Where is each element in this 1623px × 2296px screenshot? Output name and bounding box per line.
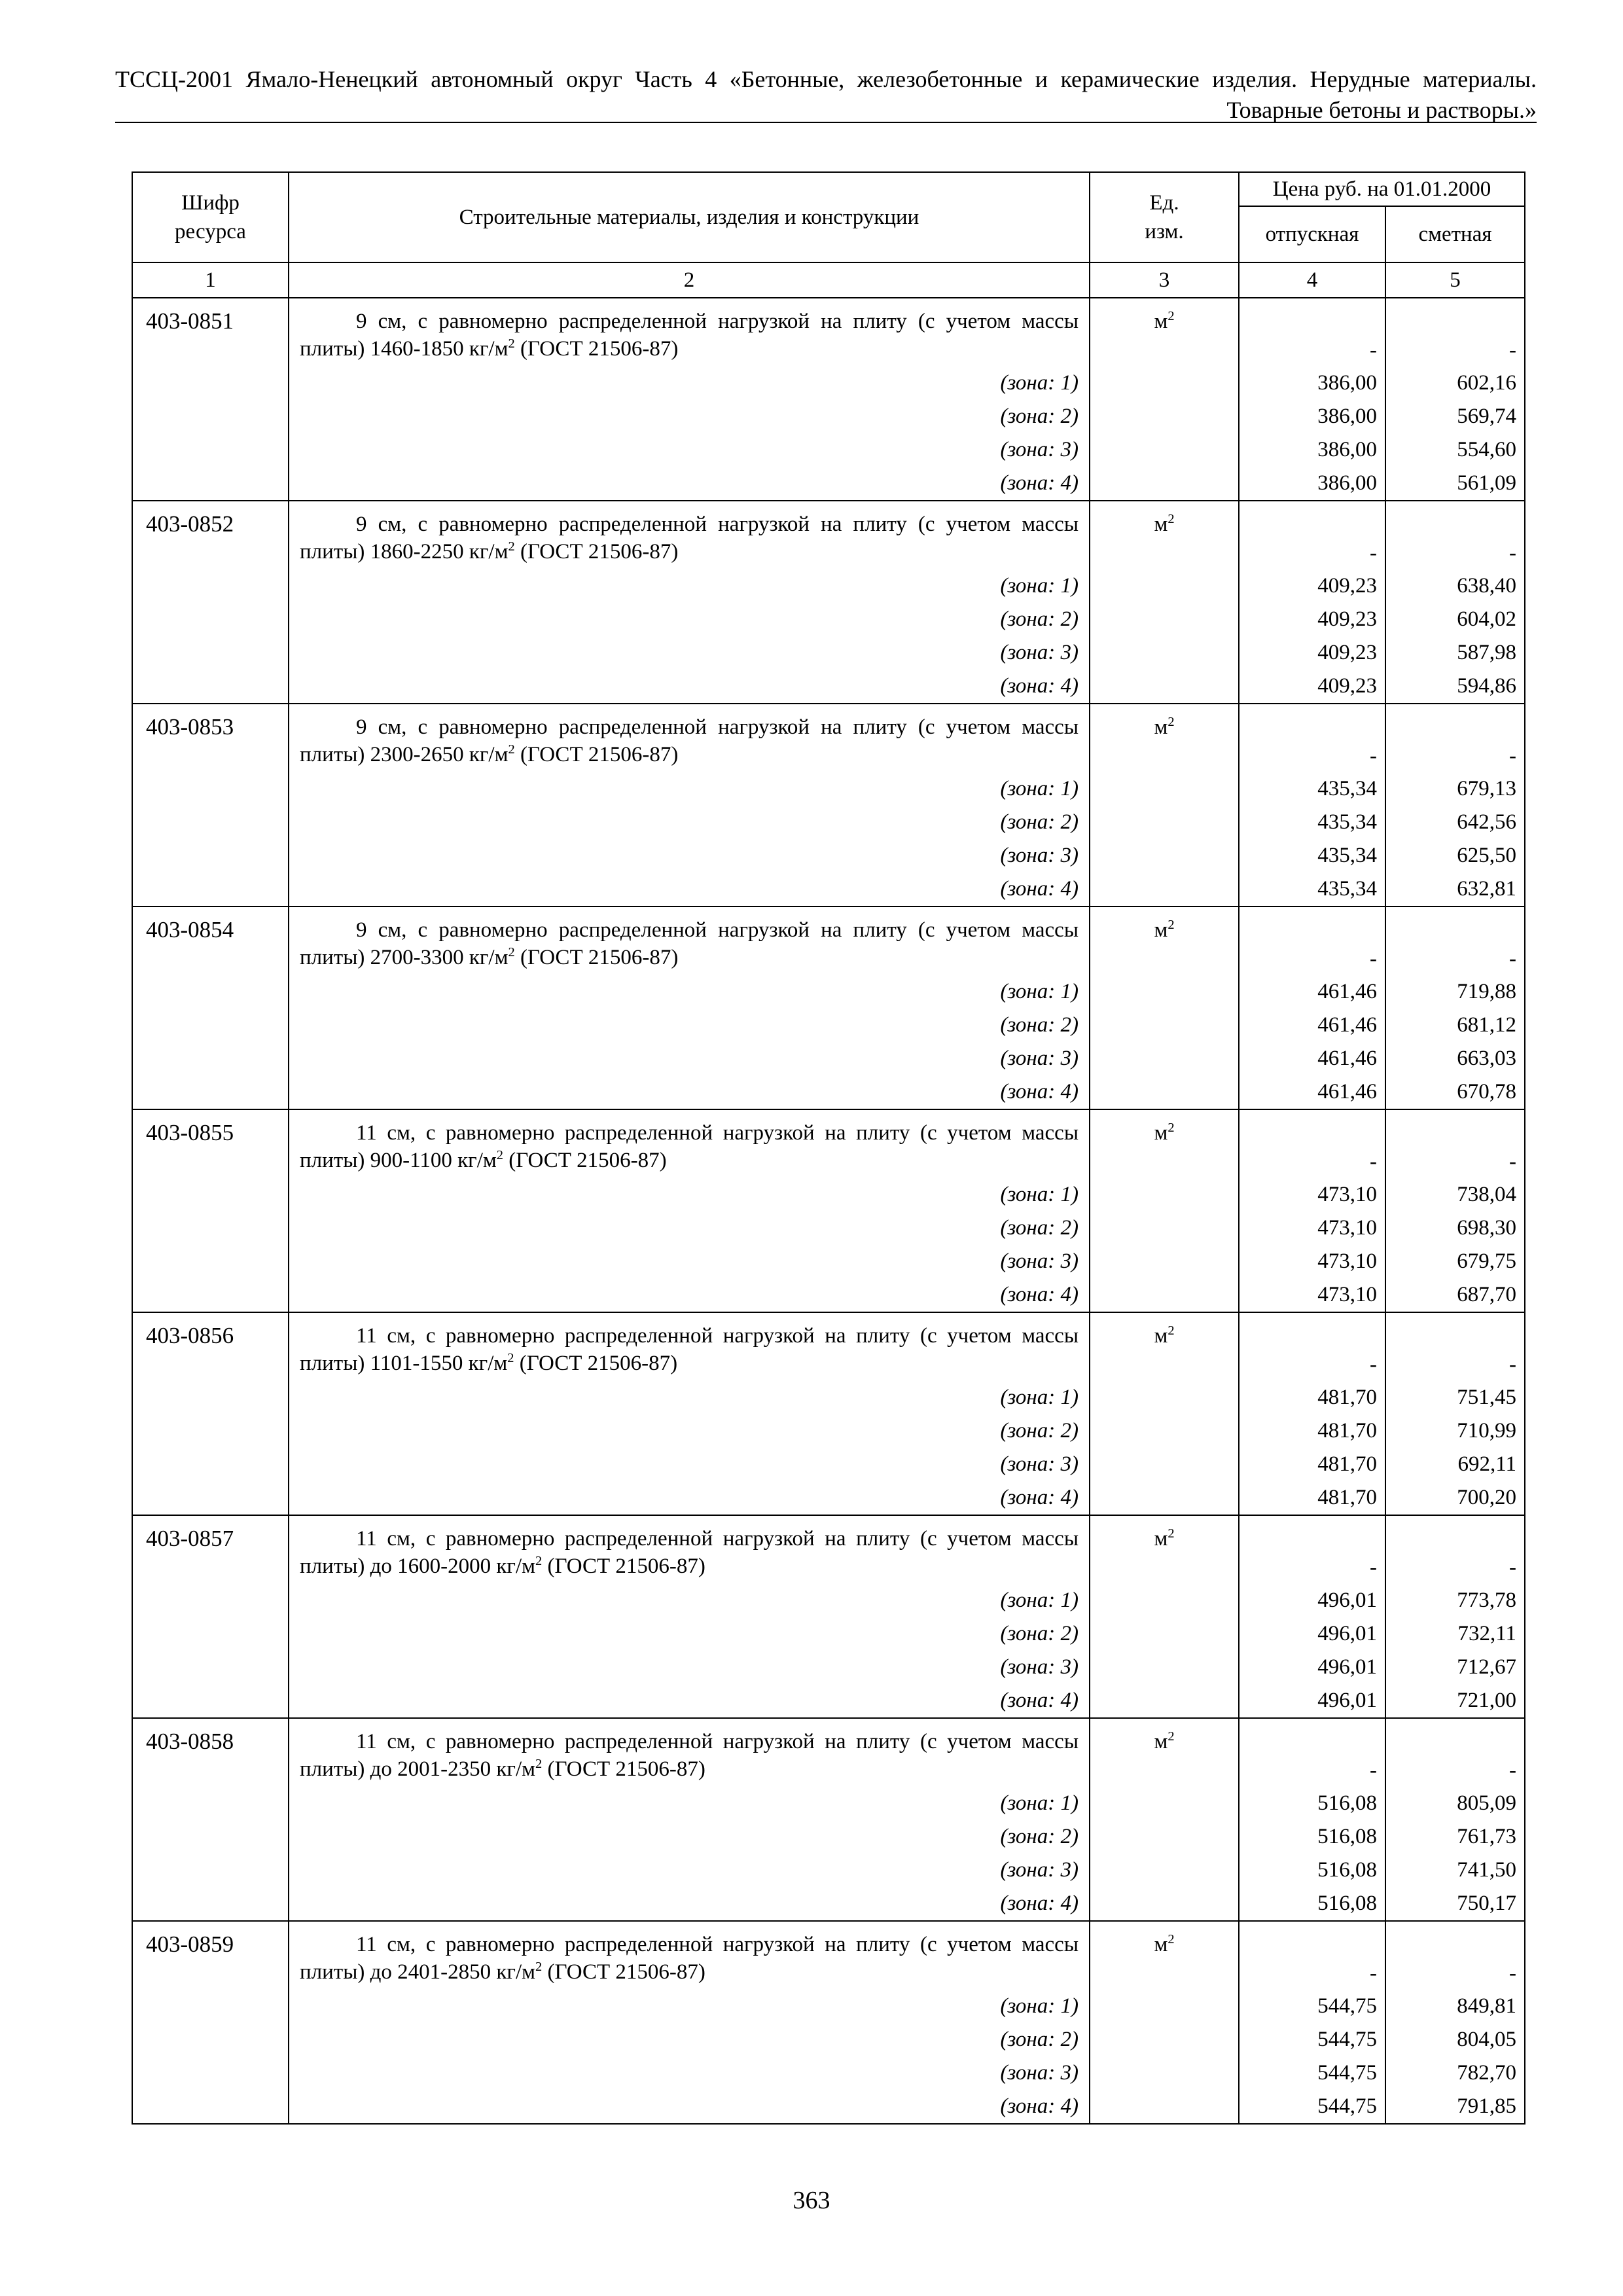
unit-text: м (1154, 512, 1168, 536)
estimate-price: 604,02 (1385, 603, 1525, 636)
zone-label: (зона: 3) (289, 2056, 1090, 2090)
zone-label: (зона: 3) (289, 1651, 1090, 1684)
zone-row (132, 1820, 1525, 1854)
estimate-price: 642,56 (1385, 806, 1525, 839)
estimate-price: 561,09 (1385, 467, 1525, 501)
resource-description (289, 1718, 1090, 1787)
zone-label: (зона: 2) (289, 1414, 1090, 1448)
unit-text: м (1154, 1933, 1168, 1956)
estimate-price: 849,81 (1385, 1990, 1525, 2023)
description-text: 9 см, с равномерно распределенной нагрузкой на плиту (с учетом массы плиты) 1460-1850 кг/м (300, 310, 1079, 361)
wholesale-dash: - (1239, 1515, 1385, 1584)
zone-label: (зона: 1) (289, 1178, 1090, 1211)
zone-row (132, 1381, 1525, 1414)
zone-row (132, 1651, 1525, 1684)
estimate-price: 681,12 (1385, 1009, 1525, 1042)
resource-description (289, 1109, 1090, 1178)
resource-block (132, 501, 1525, 704)
resource-description (289, 1312, 1090, 1381)
zone-row (132, 2056, 1525, 2090)
column-header-unit (1090, 172, 1239, 262)
unit-power: 2 (1168, 1526, 1175, 1541)
wholesale-price: 481,70 (1239, 1414, 1385, 1448)
column-number-5: 5 (1385, 262, 1525, 298)
resource-row (132, 1515, 1525, 1584)
resource-description (289, 501, 1090, 569)
estimate-price: 554,60 (1385, 433, 1525, 467)
zone-row (132, 636, 1525, 670)
zone-row (132, 1887, 1525, 1921)
wholesale-dash: - (1239, 1921, 1385, 1990)
wholesale-price: 496,01 (1239, 1651, 1385, 1684)
unit-text: м (1154, 1121, 1168, 1145)
wholesale-price: 496,01 (1239, 1684, 1385, 1718)
page-header (115, 64, 1537, 126)
unit-power: 2 (1168, 918, 1175, 932)
unit-cell (1090, 1921, 1239, 2124)
estimate-price: 791,85 (1385, 2090, 1525, 2124)
zone-row (132, 1990, 1525, 2023)
wholesale-price: 461,46 (1239, 1009, 1385, 1042)
header-rule (115, 122, 1537, 123)
zone-row (132, 1684, 1525, 1718)
description-text: 9 см, с равномерно распределенной нагрузкой на плиту (с учетом массы плиты) 2300-2650 кг/м (300, 715, 1079, 766)
resource-description (289, 1515, 1090, 1584)
wholesale-price: 544,75 (1239, 2056, 1385, 2090)
resource-block (132, 1109, 1525, 1312)
resource-block (132, 1312, 1525, 1515)
resource-row (132, 906, 1525, 975)
zone-label: (зона: 4) (289, 1481, 1090, 1515)
zone-label: (зона: 4) (289, 467, 1090, 501)
resource-code: 403-0851 (132, 298, 289, 501)
zone-row (132, 433, 1525, 467)
description-standard: (ГОСТ 21506-87) (542, 1554, 705, 1578)
wholesale-dash: - (1239, 298, 1385, 367)
estimate-price: 687,70 (1385, 1278, 1525, 1312)
zone-label: (зона: 1) (289, 367, 1090, 400)
zone-label: (зона: 1) (289, 1584, 1090, 1617)
description-power: 2 (508, 945, 515, 960)
wholesale-dash: - (1239, 1312, 1385, 1381)
estimate-dash: - (1385, 704, 1525, 772)
resource-block (132, 906, 1525, 1109)
code-header-text: Шифр ресурса (175, 191, 246, 243)
column-number-1: 1 (132, 262, 289, 298)
estimate-price: 741,50 (1385, 1854, 1525, 1887)
zone-label: (зона: 3) (289, 1448, 1090, 1481)
zone-label: (зона: 2) (289, 603, 1090, 636)
estimate-price: 761,73 (1385, 1820, 1525, 1854)
zone-label: (зона: 3) (289, 433, 1090, 467)
resource-code: 403-0852 (132, 501, 289, 704)
unit-power: 2 (1168, 1121, 1175, 1135)
description-power: 2 (508, 539, 515, 554)
zone-row (132, 1211, 1525, 1245)
zone-row (132, 603, 1525, 636)
zone-label: (зона: 2) (289, 400, 1090, 433)
column-number-3: 3 (1090, 262, 1239, 298)
description-power: 2 (535, 1554, 543, 1568)
resource-code: 403-0858 (132, 1718, 289, 1921)
zone-label: (зона: 4) (289, 2090, 1090, 2124)
wholesale-price: 435,34 (1239, 839, 1385, 872)
zone-label: (зона: 1) (289, 1381, 1090, 1414)
unit-text: м (1154, 715, 1168, 739)
wholesale-price: 544,75 (1239, 2090, 1385, 2124)
unit-text: м (1154, 918, 1168, 942)
column-header-code (132, 172, 289, 262)
estimate-price: 710,99 (1385, 1414, 1525, 1448)
wholesale-price: 461,46 (1239, 1075, 1385, 1109)
description-power: 2 (508, 336, 515, 351)
zone-row (132, 2090, 1525, 2124)
description-standard: (ГОСТ 21506-87) (542, 1757, 705, 1781)
column-header-name: Строительные материалы, изделия и конструкции (289, 172, 1090, 262)
estimate-price: 679,13 (1385, 772, 1525, 806)
unit-power: 2 (1168, 1932, 1175, 1946)
zone-label: (зона: 4) (289, 1684, 1090, 1718)
estimate-price: 805,09 (1385, 1787, 1525, 1820)
zone-label: (зона: 3) (289, 839, 1090, 872)
zone-label: (зона: 4) (289, 1887, 1090, 1921)
zone-row (132, 1075, 1525, 1109)
unit-power: 2 (1168, 715, 1175, 729)
estimate-price: 750,17 (1385, 1887, 1525, 1921)
estimate-price: 773,78 (1385, 1584, 1525, 1617)
page-number: 363 (793, 2187, 830, 2214)
estimate-price: 700,20 (1385, 1481, 1525, 1515)
wholesale-price: 386,00 (1239, 433, 1385, 467)
wholesale-price: 544,75 (1239, 1990, 1385, 2023)
resource-code: 403-0857 (132, 1515, 289, 1718)
resource-row (132, 1312, 1525, 1381)
unit-cell (1090, 906, 1239, 1109)
description-standard: (ГОСТ 21506-87) (514, 337, 679, 361)
unit-cell (1090, 704, 1239, 906)
description-power: 2 (496, 1148, 503, 1162)
wholesale-price: 409,23 (1239, 670, 1385, 704)
description-standard: (ГОСТ 21506-87) (514, 540, 679, 564)
zone-label: (зона: 2) (289, 806, 1090, 839)
zone-row (132, 772, 1525, 806)
wholesale-price: 496,01 (1239, 1617, 1385, 1651)
zone-row (132, 467, 1525, 501)
wholesale-price: 473,10 (1239, 1245, 1385, 1278)
estimate-price: 721,00 (1385, 1684, 1525, 1718)
estimate-price: 670,78 (1385, 1075, 1525, 1109)
zone-label: (зона: 2) (289, 1211, 1090, 1245)
wholesale-price: 516,08 (1239, 1854, 1385, 1887)
zone-row (132, 1617, 1525, 1651)
wholesale-dash: - (1239, 906, 1385, 975)
resource-block (132, 1718, 1525, 1921)
resource-row (132, 501, 1525, 569)
zone-row (132, 400, 1525, 433)
wholesale-dash: - (1239, 1109, 1385, 1178)
wholesale-price: 386,00 (1239, 400, 1385, 433)
zone-label: (зона: 3) (289, 1854, 1090, 1887)
column-number-row (132, 262, 1525, 298)
estimate-price: 632,81 (1385, 872, 1525, 906)
zone-row (132, 1278, 1525, 1312)
wholesale-price: 473,10 (1239, 1178, 1385, 1211)
wholesale-price: 516,08 (1239, 1820, 1385, 1854)
estimate-price: 712,67 (1385, 1651, 1525, 1684)
wholesale-price: 435,34 (1239, 772, 1385, 806)
description-text: 9 см, с равномерно распределенной нагрузкой на плиту (с учетом массы плиты) 1860-2250 кг/м (300, 512, 1079, 564)
estimate-price: 569,74 (1385, 400, 1525, 433)
resource-description (289, 704, 1090, 772)
unit-cell (1090, 501, 1239, 704)
wholesale-price: 435,34 (1239, 806, 1385, 839)
wholesale-price: 386,00 (1239, 467, 1385, 501)
description-power: 2 (535, 1960, 543, 1974)
zone-row (132, 1584, 1525, 1617)
zone-label: (зона: 1) (289, 975, 1090, 1009)
unit-text: м (1154, 1730, 1168, 1753)
header-line-2: Товарные бетоны и растворы.» (1226, 97, 1537, 123)
estimate-dash: - (1385, 1109, 1525, 1178)
zone-row (132, 569, 1525, 603)
zone-row (132, 975, 1525, 1009)
description-power: 2 (508, 742, 515, 757)
zone-label: (зона: 2) (289, 2023, 1090, 2056)
description-text: 9 см, с равномерно распределенной нагрузкой на плиту (с учетом массы плиты) 2700-3300 кг/м (300, 918, 1079, 969)
estimate-price: 804,05 (1385, 2023, 1525, 2056)
estimate-price: 587,98 (1385, 636, 1525, 670)
estimate-dash: - (1385, 1312, 1525, 1381)
estimate-price: 638,40 (1385, 569, 1525, 603)
zone-label: (зона: 2) (289, 1617, 1090, 1651)
description-standard: (ГОСТ 21506-87) (503, 1149, 667, 1172)
zone-row (132, 872, 1525, 906)
description-text: 11 см, с равномерно распределенной нагрузкой на плиту (с учетом массы плиты) до 2401-2850 кг/м (300, 1933, 1079, 1984)
description-standard: (ГОСТ 21506-87) (542, 1960, 705, 1984)
wholesale-price: 435,34 (1239, 872, 1385, 906)
zone-label: (зона: 4) (289, 1075, 1090, 1109)
wholesale-price: 409,23 (1239, 636, 1385, 670)
estimate-dash: - (1385, 298, 1525, 367)
zone-row (132, 670, 1525, 704)
estimate-dash: - (1385, 906, 1525, 975)
estimate-price: 692,11 (1385, 1448, 1525, 1481)
wholesale-price: 473,10 (1239, 1278, 1385, 1312)
description-power: 2 (507, 1351, 514, 1365)
resource-row (132, 1921, 1525, 1990)
unit-header-text: Ед. изм. (1145, 191, 1184, 243)
unit-power: 2 (1168, 512, 1175, 526)
wholesale-price: 473,10 (1239, 1211, 1385, 1245)
estimate-price: 732,11 (1385, 1617, 1525, 1651)
wholesale-price: 461,46 (1239, 975, 1385, 1009)
price-table (132, 171, 1525, 2125)
zone-label: (зона: 2) (289, 1820, 1090, 1854)
unit-power: 2 (1168, 1323, 1175, 1338)
unit-power: 2 (1168, 1729, 1175, 1744)
estimate-price: 782,70 (1385, 2056, 1525, 2090)
unit-cell (1090, 298, 1239, 501)
unit-cell (1090, 1312, 1239, 1515)
zone-label: (зона: 1) (289, 772, 1090, 806)
zone-label: (зона: 1) (289, 569, 1090, 603)
column-header-wholesale: отпускная (1239, 206, 1385, 262)
resource-code: 403-0854 (132, 906, 289, 1109)
column-number-4: 4 (1239, 262, 1385, 298)
estimate-dash: - (1385, 1921, 1525, 1990)
wholesale-price: 516,08 (1239, 1787, 1385, 1820)
resource-code: 403-0856 (132, 1312, 289, 1515)
zone-row (132, 1042, 1525, 1075)
description-power: 2 (535, 1757, 543, 1771)
estimate-price: 663,03 (1385, 1042, 1525, 1075)
header-line-1: ТССЦ-2001 Ямало-Ненецкий автономный округ Часть 4 «Бетонные, железобетонные и керамические изделия. Нерудные материалы. (115, 66, 1537, 92)
estimate-price: 738,04 (1385, 1178, 1525, 1211)
estimate-price: 751,45 (1385, 1381, 1525, 1414)
wholesale-price: 496,01 (1239, 1584, 1385, 1617)
unit-text: м (1154, 1527, 1168, 1551)
wholesale-price: 481,70 (1239, 1381, 1385, 1414)
resource-row (132, 1109, 1525, 1178)
unit-text: м (1154, 1324, 1168, 1348)
resource-code: 403-0855 (132, 1109, 289, 1312)
zone-row (132, 1481, 1525, 1515)
zone-row (132, 1448, 1525, 1481)
estimate-dash: - (1385, 501, 1525, 569)
zone-row (132, 806, 1525, 839)
zone-row (132, 1854, 1525, 1887)
wholesale-price: 516,08 (1239, 1887, 1385, 1921)
resource-row (132, 704, 1525, 772)
estimate-price: 698,30 (1385, 1211, 1525, 1245)
zone-label: (зона: 3) (289, 1042, 1090, 1075)
description-text: 11 см, с равномерно распределенной нагрузкой на плиту (с учетом массы плиты) до 1600-2000 кг/м (300, 1527, 1079, 1578)
estimate-price: 602,16 (1385, 367, 1525, 400)
resource-block (132, 704, 1525, 906)
wholesale-price: 461,46 (1239, 1042, 1385, 1075)
unit-cell (1090, 1515, 1239, 1718)
estimate-dash: - (1385, 1515, 1525, 1584)
column-header-estimate: сметная (1385, 206, 1525, 262)
estimate-price: 679,75 (1385, 1245, 1525, 1278)
resource-block (132, 1515, 1525, 1718)
estimate-dash: - (1385, 1718, 1525, 1787)
wholesale-price: 409,23 (1239, 603, 1385, 636)
zone-row (132, 367, 1525, 400)
resource-description (289, 1921, 1090, 1990)
zone-row (132, 839, 1525, 872)
description-text: 11 см, с равномерно распределенной нагрузкой на плиту (с учетом массы плиты) до 2001-2350 кг/м (300, 1730, 1079, 1781)
zone-row (132, 1009, 1525, 1042)
zone-label: (зона: 4) (289, 872, 1090, 906)
resource-description (289, 906, 1090, 975)
zone-row (132, 1414, 1525, 1448)
zone-label: (зона: 3) (289, 636, 1090, 670)
column-number-2: 2 (289, 262, 1090, 298)
wholesale-price: 481,70 (1239, 1481, 1385, 1515)
unit-text: м (1154, 310, 1168, 333)
column-header-price-group: Цена руб. на 01.01.2000 (1239, 172, 1525, 206)
description-text: 11 см, с равномерно распределенной нагрузкой на плиту (с учетом массы плиты) 900-1100 кг/м (300, 1121, 1079, 1172)
description-standard: (ГОСТ 21506-87) (514, 1352, 678, 1375)
resource-description (289, 298, 1090, 367)
estimate-price: 719,88 (1385, 975, 1525, 1009)
wholesale-price: 544,75 (1239, 2023, 1385, 2056)
description-text: 11 см, с равномерно распределенной нагрузкой на плиту (с учетом массы плиты) 1101-1550 кг/м (300, 1324, 1079, 1375)
zone-label: (зона: 1) (289, 1990, 1090, 2023)
zone-row (132, 1245, 1525, 1278)
wholesale-dash: - (1239, 1718, 1385, 1787)
wholesale-dash: - (1239, 704, 1385, 772)
resource-row (132, 298, 1525, 367)
zone-row (132, 1787, 1525, 1820)
wholesale-price: 386,00 (1239, 367, 1385, 400)
estimate-price: 625,50 (1385, 839, 1525, 872)
zone-row (132, 1178, 1525, 1211)
resource-row (132, 1718, 1525, 1787)
description-standard: (ГОСТ 21506-87) (514, 743, 679, 766)
zone-label: (зона: 3) (289, 1245, 1090, 1278)
zone-label: (зона: 4) (289, 670, 1090, 704)
zone-label: (зона: 4) (289, 1278, 1090, 1312)
unit-cell (1090, 1109, 1239, 1312)
zone-row (132, 2023, 1525, 2056)
unit-power: 2 (1168, 309, 1175, 323)
wholesale-dash: - (1239, 501, 1385, 569)
zone-label: (зона: 2) (289, 1009, 1090, 1042)
zone-label: (зона: 1) (289, 1787, 1090, 1820)
wholesale-price: 409,23 (1239, 569, 1385, 603)
resource-block (132, 298, 1525, 501)
resource-code: 403-0859 (132, 1921, 289, 2124)
description-standard: (ГОСТ 21506-87) (514, 946, 679, 969)
resource-code: 403-0853 (132, 704, 289, 906)
wholesale-price: 481,70 (1239, 1448, 1385, 1481)
unit-cell (1090, 1718, 1239, 1921)
estimate-price: 594,86 (1385, 670, 1525, 704)
resource-block (132, 1921, 1525, 2124)
